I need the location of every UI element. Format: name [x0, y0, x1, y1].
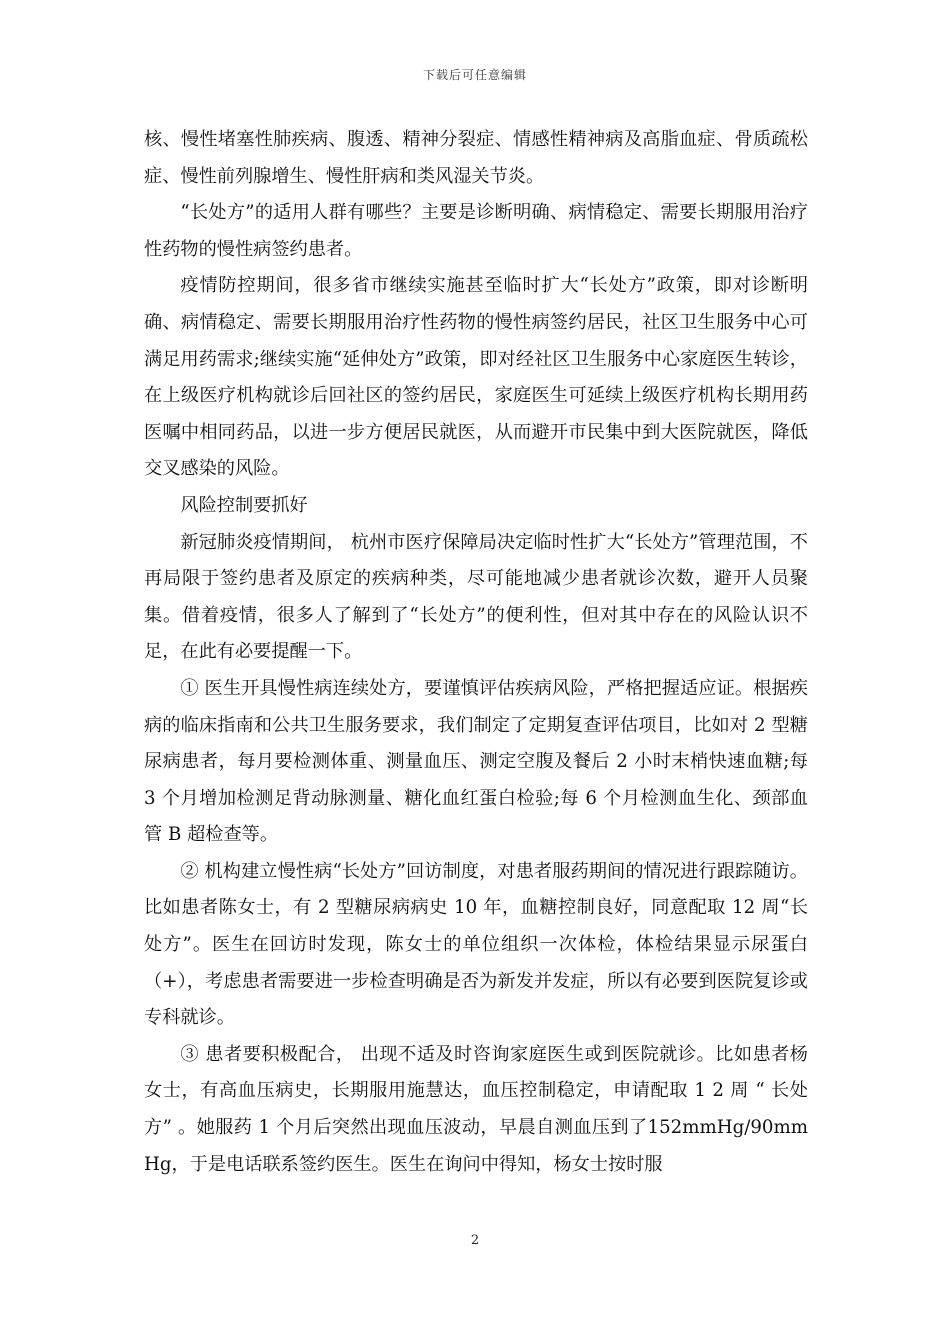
- paragraph-disease-list: 核、慢性堵塞性肺疾病、腹透、精神分裂症、情感性精神病及高脂血症、骨质疏松症、慢性前列腺增生、慢性肝病和类风湿关节炎。: [144, 129, 808, 187]
- paragraph-epidemic-policy: 疫情防控期间，很多省市继续实施甚至临时扩大“长处方”政策，即对诊断明确、病情稳定、需要长期服用治疗性药物的慢性病签约居民，社区卫生服务中心可满足用药需求;继续实施“延伸处方”政策，即对经社区卫生服务中心家庭医生转诊，在上级医疗机构就诊后回社区的签约居民，家庭医生可延续上级医疗机构长期用药医嘱中相同药品，以进一步方便居民就医，从而避开市民集中到大医院就医，降低交叉感染的风险。: [144, 275, 808, 480]
- paragraph-point-1: ① 医生开具慢性病连续处方，要谨慎评估疾病风险，严格把握适应证。根据疾病的临床指南和公共卫生服务要求，我们制定了定期复查评估项目，比如对 2 型糖尿病患者，每月要检测体重、测量血压、测定空腹及餐后 2 小时末梢快速血糖;每 3 个月增加检测足背动脉测量、糖化血红蛋白检验;每 6 个月检测血生化、颈部血管 B 超检查等。: [144, 677, 808, 846]
- paragraph-hangzhou-policy: 新冠肺炎疫情期间， 杭州市医疗保障局决定临时性扩大“长处方”管理范围，不再局限于签约患者及原定的疾病种类，尽可能地减少患者就诊次数，避开人员聚集。借着疫情，很多人了解到了“长处方”的便利性，但对其中存在的风险认识不足，在此有必要提醒一下。: [144, 531, 808, 663]
- document-body: [144, 122, 808, 1183]
- page-number: 2: [470, 1233, 480, 1248]
- section-heading-risk-control: 风险控制要抓好: [180, 494, 308, 516]
- paragraph-point-3: ③ 患者要积极配合， 出现不适及时咨询家庭医生或到医院就诊。比如患者杨女士，有高血压病史，长期服用施慧达，血压控制稳定，申请配取 1 2 周 “ 长处方” 。她服药 1 个月后突然出现血压波动，早晨自测血压到了152mmHg/90mmHg，于是电话联系签约医生。医生在询问中得知，杨女士按时服: [144, 1043, 808, 1175]
- paragraph-point-2: ② 机构建立慢性病“长处方”回访制度，对患者服药期间的情况进行跟踪随访。比如患者陈女士，有 2 型糖尿病病史 10 年，血糖控制良好，同意配取 12 周“长处方”。医生在回访时发现，陈女士的单位组织一次体检，体检结果显示尿蛋白（+），考虑患者需要进一步检查明确是否为新发并发症，所以有必要到医院复诊或专科就诊。: [144, 860, 809, 1029]
- page-header: 下载后可任意编辑: [422, 68, 527, 82]
- paragraph-applicable-population: “长处方”的适用人群有哪些？主要是诊断明确、病情稳定、需要长期服用治疗性药物的慢性病签约患者。: [144, 202, 808, 260]
